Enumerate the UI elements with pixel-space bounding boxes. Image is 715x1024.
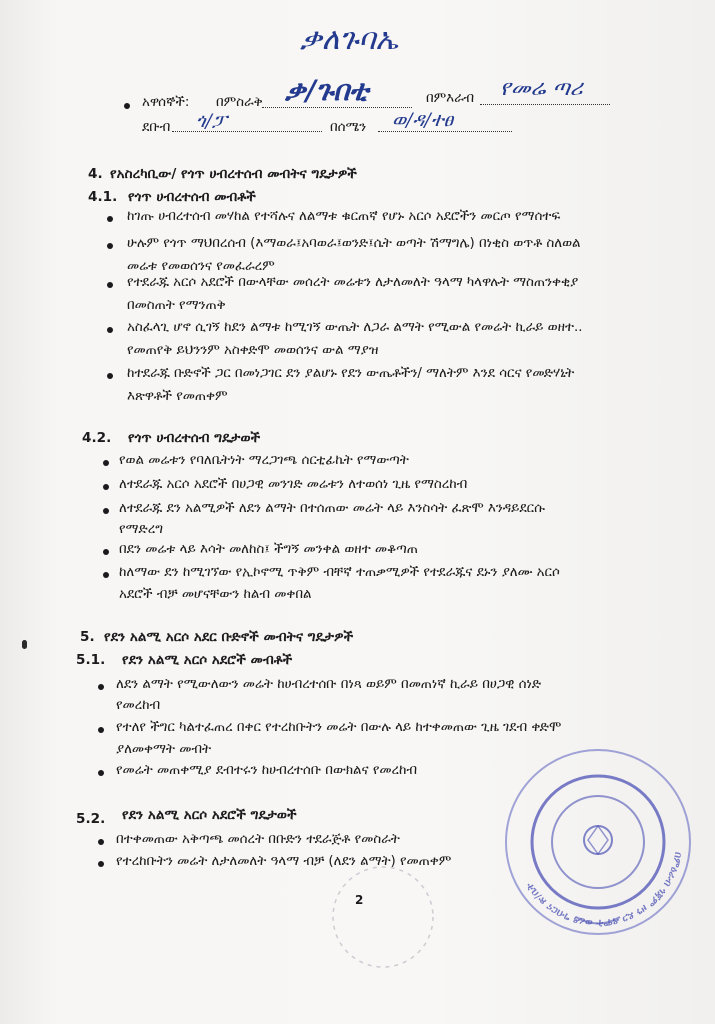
- list-item-continuation: አደሮች ብቻ መሆናቸውን ከልብ መቀበል: [119, 587, 312, 602]
- list-item: ሁሉም የጎጥ ማህበረሰብ (እማወራ፤አባወራ፤ወንድ፤ሴት ወጣት ሽማግሌ) በነቂስ ወጥቶ ስለወል: [127, 236, 581, 251]
- faint-stamp-impression: [318, 862, 448, 972]
- page-number: 2: [355, 893, 364, 907]
- bullet: [103, 572, 109, 578]
- margin-mark: [22, 640, 27, 649]
- east-value: ቃ/ጉበቲ: [285, 74, 369, 107]
- list-item: ከገጡ ሀብረተሰብ መሃከል የተሻሉና ለልማቱ ቁርጠኛ የሆኑ አርሶ አደሮችን መርጦ የማሰተፍ: [127, 209, 561, 224]
- west-dots: [480, 104, 610, 105]
- subsection-5-1-number: 5.1.: [76, 652, 106, 668]
- west-label: በምእራብ: [426, 91, 474, 106]
- list-item: የተለየ ችግር ካልተፈጠረ በቀር የተረከቡትን መሬት በውሉ ላይ ከተቀመጠው ጊዜ ገደብ ቀድሞ: [116, 720, 562, 735]
- subsection-5-1-title: የደን አልሚ አርሶ አደሮች መብቶች: [122, 652, 293, 668]
- bullet: [98, 684, 104, 690]
- subsection-5-2-number: 5.2.: [76, 811, 106, 827]
- subsection-4-1-title: የጎጥ ሀብረተሰብ መብቶች: [128, 189, 256, 205]
- bullet: [103, 484, 109, 490]
- subsection-4-2-number: 4.2.: [82, 430, 112, 446]
- bullet: [107, 282, 113, 288]
- list-item-continuation: የመጠየቅ ይህንንም አስቀድሞ መወሰንና ውል ማያዝ: [127, 343, 379, 358]
- north-dots: [378, 131, 512, 132]
- list-item: ለተደራጁ አርሶ አደሮች በሀጋዊ መንገድ መሬቱን ለተወሰነ ጊዜ የማስረከብ: [119, 477, 468, 492]
- bullet: [103, 460, 109, 466]
- participants-label: አዋሰኞች:: [142, 95, 190, 110]
- list-item-continuation: መሬቱ የመወሰንና የመፈራረም: [127, 259, 275, 274]
- section-5-number: 5.: [80, 629, 95, 645]
- bullet: [98, 727, 104, 733]
- bullet: [98, 839, 104, 845]
- list-item-continuation: የመረከብ: [116, 698, 161, 713]
- bullet: [107, 243, 113, 249]
- section-4-number: 4.: [88, 166, 103, 182]
- subsection-4-1-number: 4.1.: [88, 189, 118, 205]
- list-item: በደን መሬቱ ላይ እሳት መለከስ፤ ችግኝ መንቀል ወዘተ መቆጣጠ: [119, 542, 418, 557]
- bullet: [107, 373, 113, 379]
- bullet: [107, 216, 113, 222]
- list-item-continuation: እጽዋቶች የመጠቀም: [127, 389, 228, 404]
- north-value: ወ/ዳ/ተፀ: [392, 109, 454, 131]
- list-item: አስፈላጊ ሆኖ ሲገኝ ከደን ልማቱ ከሚገኝ ውጤት ለጋራ ልማት የሚውል የመሬት ኪራይ ወዘተ..: [127, 320, 583, 335]
- bullet: [98, 770, 104, 776]
- west-value: የመሬ ጣሪ: [500, 76, 583, 101]
- handwritten-title: ቃለጉባኤ: [300, 22, 399, 57]
- bullet: [103, 508, 109, 514]
- stamp-text: [498, 742, 698, 942]
- list-item-continuation: የማድረግ: [119, 522, 163, 537]
- list-item: ለተደራጁ ደን አልሚዎች ለደን ልማት በተሰጠው መሬት ላይ እንስሳት ፈጽሞ እንዳይደርሱ: [119, 501, 545, 516]
- south-value: ጎ/ፓ: [196, 110, 227, 132]
- svg-text:በምዕራብ ጎጃም ዞን ደጋ ዳሞት ወረዳ ግብርና ጽ: በምዕራብ ጎጃም ዞን ደጋ ዳሞት ወረዳ ግብርና ጽ/ቤት: [524, 851, 684, 929]
- list-item: የመሬት መጠቀሚያ ደብተሩን ከሀብረተሰቡ በውክልና የመረከብ: [116, 763, 418, 778]
- list-item: ከተደራጁ ቡድኖች ጋር በመነጋገር ደን ያልሆኑ የደን ውጤቶችን/ ማለትም እንደ ሳርና የመድሃኒት: [127, 366, 575, 381]
- subsection-5-2-title: የደን አልሚ አርሶ አደሮች ግዴታወች: [122, 807, 297, 823]
- list-item: ከለማው ደን ከሚገኘው የኢኮኖሚ ጥቅም ብቸኛ ተጠቃሚዎች የተደራጁና ደኑን ያለሙ አርሶ: [119, 565, 560, 580]
- subsection-4-2-title: የጎጥ ሀብረተሰብ ግዴታወች: [128, 430, 261, 446]
- list-item: የተረከቡትን መሬት ለታለመለት ዓላማ ብቻ (ለደን ልማት) የመጠቀም: [116, 854, 452, 869]
- list-item-continuation: በመስጠት የማንጠቅ: [127, 298, 226, 313]
- bullet: [124, 103, 130, 109]
- section-4-title: የአስረካቢው/ የጎጥ ሀብረተሰብ መብትና ግዴታዎች: [110, 166, 357, 182]
- bullet: [103, 549, 109, 555]
- list-item: የወል መሬቱን የባለቤትነት ማረጋገጫ ሰርቲፊኬት የማውጣት: [119, 453, 409, 468]
- south-dots: [172, 131, 322, 132]
- bullet: [107, 327, 113, 333]
- south-label: ደቡብ: [142, 120, 171, 135]
- list-item: በተቀመጠው አቅጣጫ መሰረት በቡድን ተደራጅቶ የመስራት: [116, 832, 400, 847]
- section-5-title: የደን አልሚ አርሶ አደር ቡድኖች መብትና ግዴታዎች: [104, 629, 354, 645]
- east-label: በምስራቅ: [216, 95, 263, 110]
- list-item: ለደን ልማት የሚውለውን መሬት ከሀብረተሰቡ በነጻ ወይም በመጠነኛ ኪራይ በሀጋዊ ሰነድ: [116, 677, 542, 692]
- north-label: በሰሜን: [330, 120, 367, 135]
- list-item-continuation: ያለመቀማት መብት: [116, 742, 211, 757]
- bullet: [98, 861, 104, 867]
- list-item: የተደራጁ አርሶ አደሮች በውላቸው መሰረት መሬቱን ለታለመለት ዓላማ ካላዋሉት ማስጠንቀቂያ: [127, 275, 579, 290]
